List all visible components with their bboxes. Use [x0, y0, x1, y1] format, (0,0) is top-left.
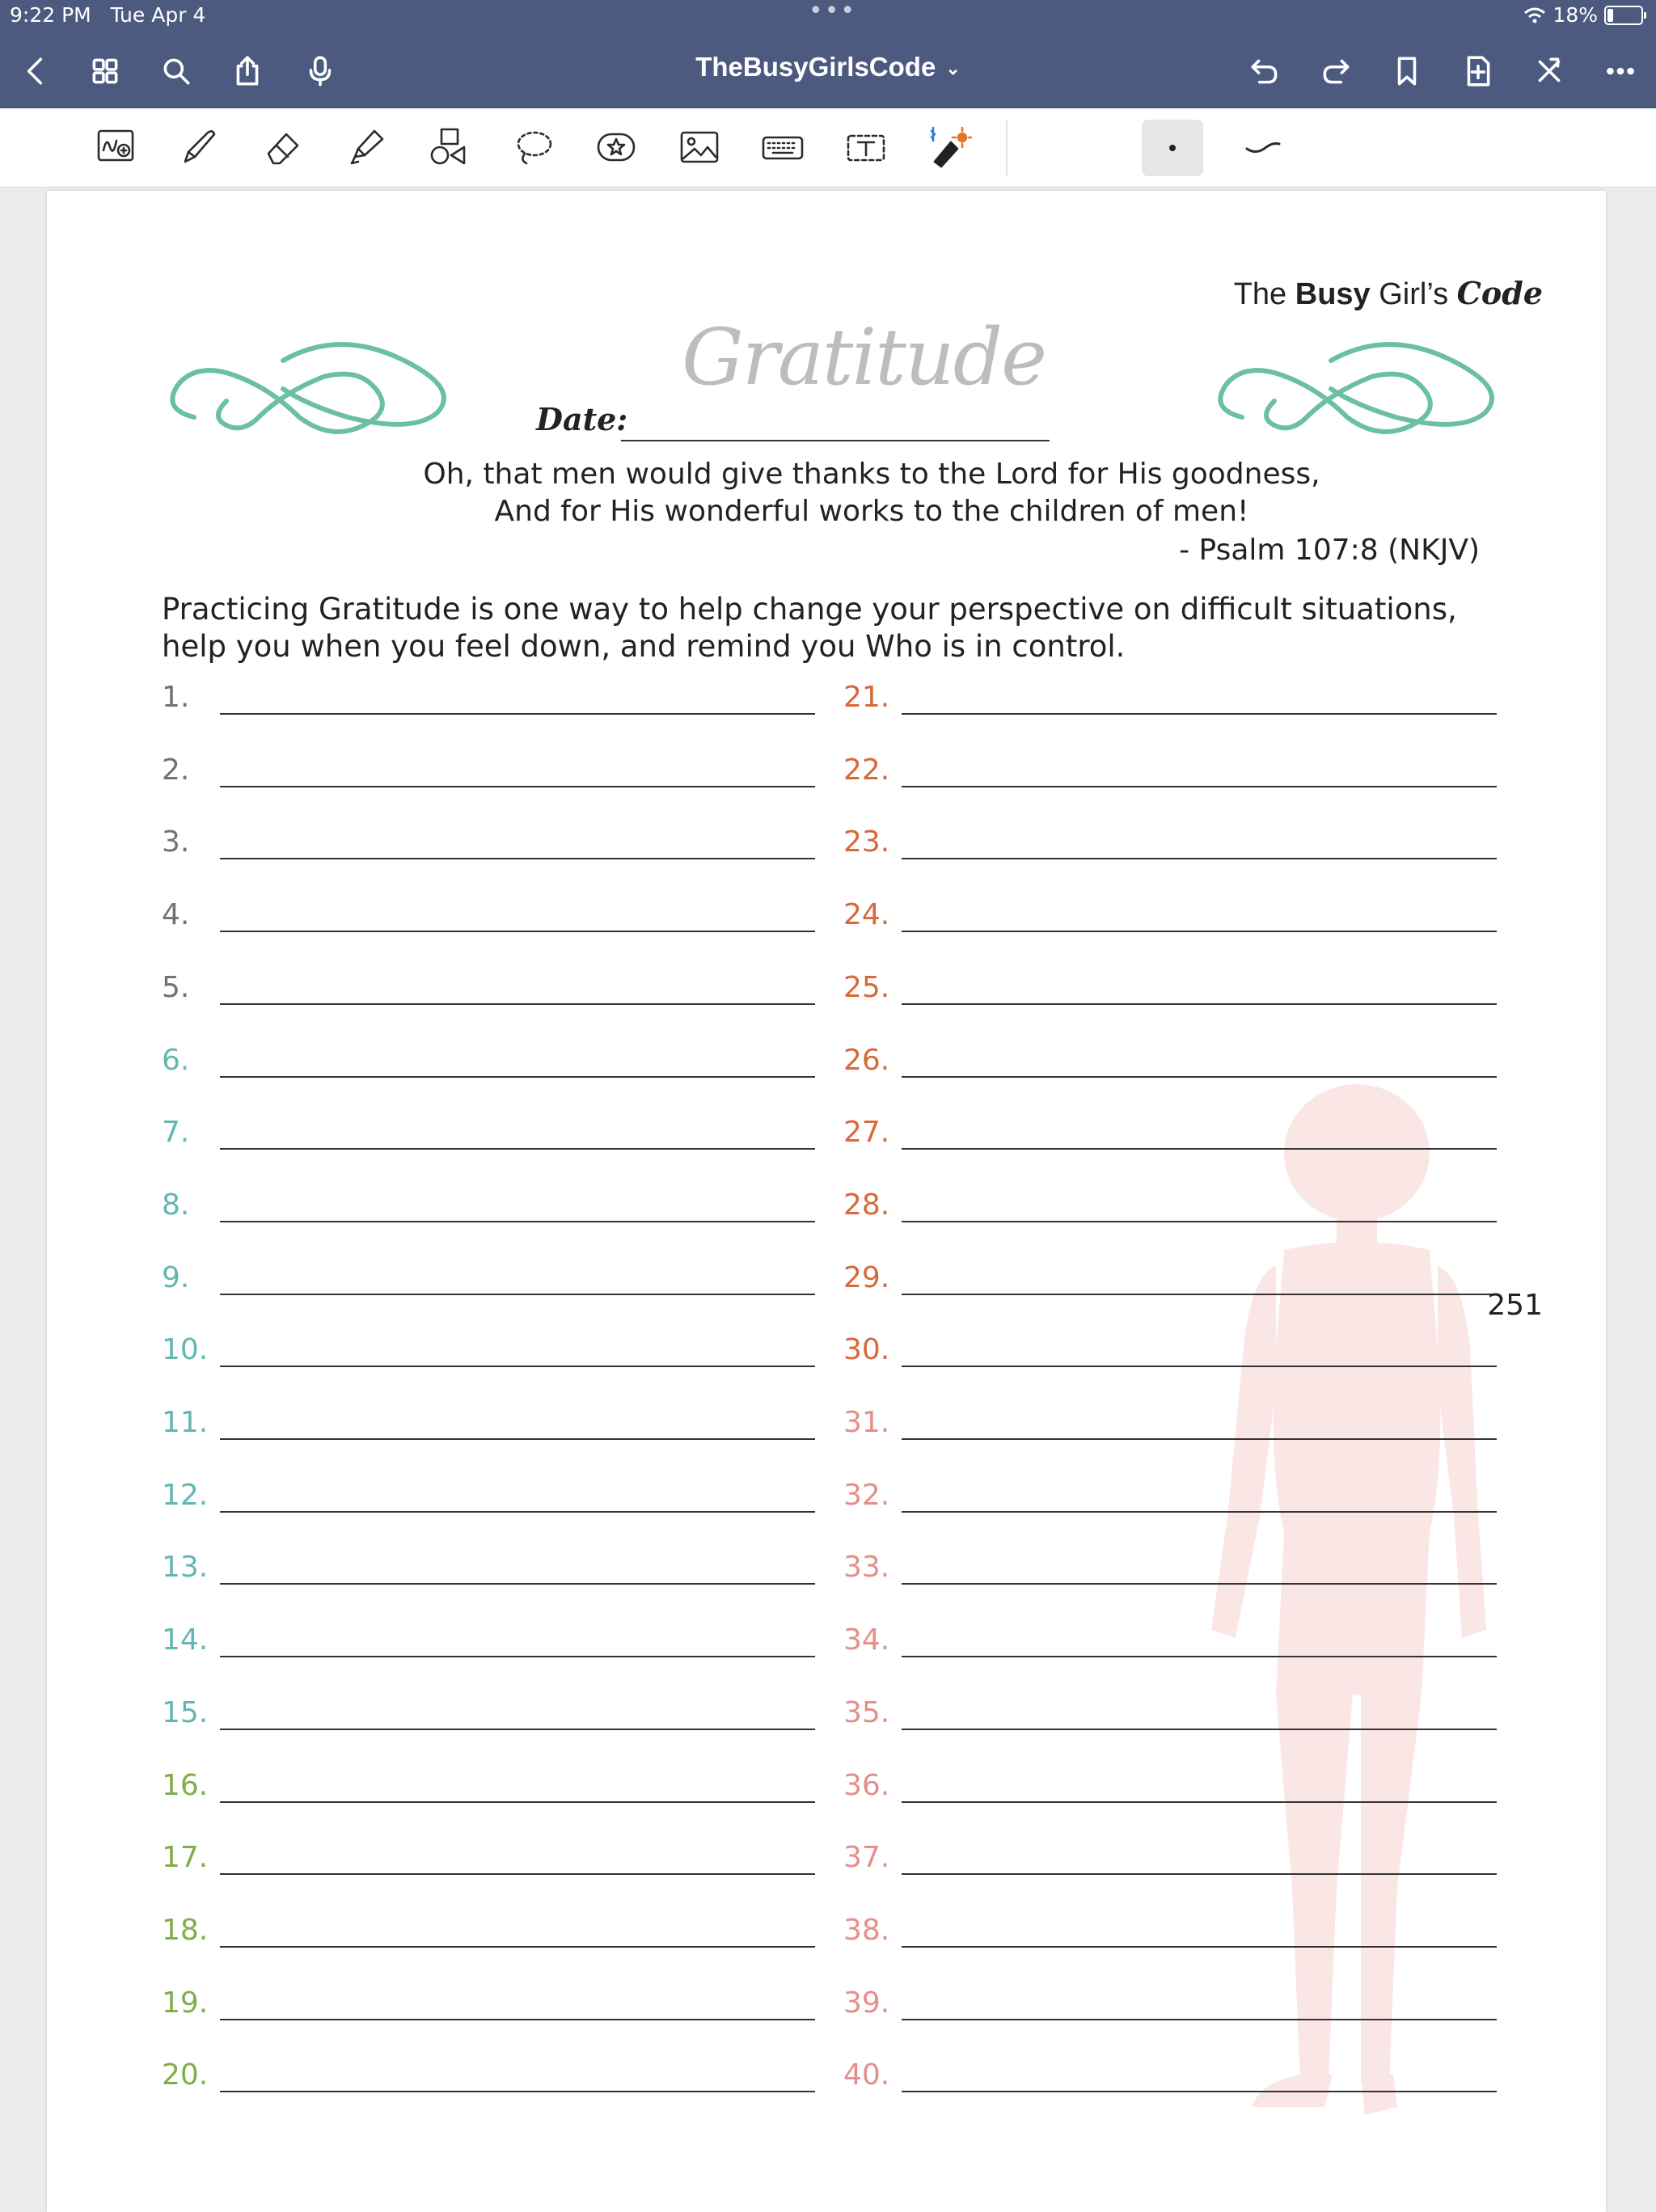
grid-icon[interactable]	[84, 50, 126, 92]
list-item-number: 1.	[162, 681, 190, 714]
verse-reference: - Psalm 107:8 (NKJV)	[1179, 534, 1480, 567]
document-nav-bar	[0, 34, 1656, 108]
list-item-number: 35.	[843, 1695, 890, 1729]
sticker-icon[interactable]	[590, 121, 642, 173]
list-item-write-line[interactable]	[902, 1438, 1497, 1440]
image-icon[interactable]	[674, 121, 725, 173]
list-item[interactable]	[162, 1914, 825, 1962]
list-item[interactable]	[162, 2058, 825, 2107]
list-item-write-line[interactable]	[902, 1366, 1497, 1367]
list-item[interactable]	[843, 1551, 1506, 1599]
undo-icon[interactable]	[1244, 50, 1286, 92]
list-item[interactable]	[162, 1841, 825, 1889]
list-item-number: 13.	[162, 1551, 209, 1585]
list-item-number: 23.	[843, 825, 890, 859]
list-item-number: 25.	[843, 970, 890, 1004]
laser-pointer-icon[interactable]	[923, 121, 975, 173]
list-item-number: 8.	[162, 1188, 190, 1222]
list-item-write-line[interactable]	[220, 931, 815, 932]
list-item-write-line[interactable]	[220, 713, 815, 715]
bookmark-icon[interactable]	[1386, 50, 1428, 92]
more-icon[interactable]	[1599, 50, 1641, 92]
list-item[interactable]	[162, 1769, 825, 1817]
notebook-page[interactable]	[47, 191, 1606, 2212]
keyboard-icon[interactable]	[757, 121, 809, 173]
list-item[interactable]	[843, 825, 1506, 874]
list-item-write-line[interactable]	[902, 1729, 1497, 1730]
list-item[interactable]	[843, 1696, 1506, 1745]
list-item-write-line[interactable]	[902, 1801, 1497, 1803]
list-item[interactable]	[843, 1261, 1506, 1310]
list-item-write-line[interactable]	[902, 1656, 1497, 1657]
list-item-write-line[interactable]	[902, 1148, 1497, 1150]
left-flourish-ornament	[162, 328, 461, 441]
list-item-number: 3.	[162, 825, 190, 859]
list-item[interactable]	[162, 1333, 825, 1382]
list-item-write-line[interactable]	[902, 1583, 1497, 1585]
list-item-write-line[interactable]	[220, 1511, 815, 1513]
list-item[interactable]	[162, 1623, 825, 1672]
list-item[interactable]	[162, 1116, 825, 1164]
list-item[interactable]	[162, 1479, 825, 1527]
list-item[interactable]	[162, 971, 825, 1019]
list-item-number: 26.	[843, 1043, 890, 1077]
list-item[interactable]	[162, 1551, 825, 1599]
list-item[interactable]	[162, 754, 825, 802]
list-item-number: 7.	[162, 1116, 190, 1150]
redo-icon[interactable]	[1315, 50, 1357, 92]
list-item[interactable]	[162, 825, 825, 874]
list-item-number: 9.	[162, 1260, 190, 1294]
list-item-number: 2.	[162, 753, 190, 787]
list-item-write-line[interactable]	[220, 1366, 815, 1367]
list-item-write-line[interactable]	[902, 931, 1497, 932]
list-item-number: 37.	[843, 1841, 890, 1875]
list-item[interactable]	[162, 1044, 825, 1092]
wifi-icon	[1523, 6, 1546, 24]
list-item-write-line[interactable]	[220, 1221, 815, 1222]
pen-size-dot-icon[interactable]	[1142, 120, 1203, 176]
list-item-write-line[interactable]	[220, 858, 815, 859]
list-item[interactable]	[162, 1406, 825, 1454]
toolbar-divider	[1006, 120, 1008, 176]
list-item-number: 27.	[843, 1116, 890, 1150]
woman-silhouette-illustration	[1195, 1080, 1519, 2131]
list-item-write-line[interactable]	[902, 1946, 1497, 1948]
list-item[interactable]	[843, 1044, 1506, 1092]
list-item-write-line[interactable]	[902, 713, 1497, 715]
annotation-toolbar	[0, 108, 1656, 188]
list-item-number: 10.	[162, 1333, 209, 1367]
page-number: 251	[1487, 1289, 1543, 1322]
list-item[interactable]	[843, 1914, 1506, 1962]
list-item-number: 29.	[843, 1260, 890, 1294]
list-item-write-line[interactable]	[220, 1873, 815, 1875]
list-item-number: 22.	[843, 753, 890, 787]
pen-icon[interactable]	[174, 121, 226, 173]
list-item-number: 33.	[843, 1551, 890, 1585]
list-item[interactable]	[162, 681, 825, 729]
list-item[interactable]	[843, 898, 1506, 947]
list-item-write-line[interactable]	[220, 1729, 815, 1730]
list-item-number: 20.	[162, 2058, 209, 2092]
shapes-icon[interactable]	[424, 121, 475, 173]
list-item-write-line[interactable]	[220, 1003, 815, 1005]
list-item-write-line[interactable]	[902, 786, 1497, 787]
list-item-write-line[interactable]	[902, 1003, 1497, 1005]
list-item-number: 15.	[162, 1695, 209, 1729]
add-page-icon[interactable]	[1457, 50, 1499, 92]
list-item-write-line[interactable]	[902, 1221, 1497, 1222]
list-item-number: 38.	[843, 1913, 890, 1947]
list-item-write-line[interactable]	[220, 1076, 815, 1078]
battery-percent: 18%	[1552, 3, 1598, 27]
list-item-write-line[interactable]	[902, 1873, 1497, 1875]
list-item-number: 12.	[162, 1478, 209, 1512]
lasso-icon[interactable]	[507, 121, 559, 173]
list-item[interactable]	[843, 1406, 1506, 1454]
list-item-write-line[interactable]	[220, 2091, 815, 2092]
list-item-number: 5.	[162, 970, 190, 1004]
list-item-write-line[interactable]	[902, 858, 1497, 859]
list-item[interactable]	[843, 1769, 1506, 1817]
list-item-write-line[interactable]	[902, 2019, 1497, 2020]
text-box-icon[interactable]	[840, 121, 892, 173]
list-item-number: 17.	[162, 1841, 209, 1875]
list-item[interactable]	[162, 1188, 825, 1237]
microphone-icon[interactable]	[299, 50, 341, 92]
list-item-number: 19.	[162, 1986, 209, 2020]
list-item-write-line[interactable]	[220, 1801, 815, 1803]
list-item-write-line[interactable]	[902, 1076, 1497, 1078]
intro-line-2: help you when you feel down, and remind you Who is in control.	[162, 629, 1126, 664]
list-item-write-line[interactable]	[220, 1656, 815, 1657]
list-item-write-line[interactable]	[220, 1946, 815, 1948]
list-item-write-line[interactable]	[220, 1148, 815, 1150]
list-item-number: 30.	[843, 1333, 890, 1367]
share-icon[interactable]	[226, 50, 268, 92]
list-item[interactable]	[843, 1116, 1506, 1164]
list-item[interactable]	[162, 898, 825, 947]
list-item-number: 16.	[162, 1768, 209, 1802]
list-item[interactable]	[162, 1696, 825, 1745]
chevron-down-icon: ⌄	[945, 58, 961, 79]
list-item[interactable]	[843, 2058, 1506, 2107]
list-item-number: 34.	[843, 1623, 890, 1657]
list-item[interactable]	[843, 1188, 1506, 1237]
battery-icon	[1604, 6, 1643, 25]
list-item-write-line[interactable]	[220, 1583, 815, 1585]
list-item-number: 14.	[162, 1623, 209, 1657]
list-item-number: 24.	[843, 898, 890, 932]
list-item-number: 21.	[843, 681, 890, 714]
verse-line-1: Oh, that men would give thanks to the Lord for His goodness,	[423, 458, 1320, 491]
status-time: 9:22 PM Tue Apr 4	[10, 3, 206, 27]
list-item-number: 31.	[843, 1406, 890, 1439]
close-icon[interactable]	[1528, 50, 1570, 92]
list-item-number: 39.	[843, 1986, 890, 2020]
list-item-number: 11.	[162, 1406, 209, 1439]
list-item[interactable]	[843, 1986, 1506, 2035]
document-title[interactable]: TheBusyGirlsCode ⌄	[695, 52, 961, 82]
intro-line-1: Practicing Gratitude is one way to help change your perspective on difficult situations,	[162, 592, 1457, 627]
list-item-write-line[interactable]	[902, 1294, 1497, 1295]
date-label: Date:	[536, 401, 628, 437]
status-date: Tue Apr 4	[110, 3, 206, 27]
list-item-number: 36.	[843, 1768, 890, 1802]
list-item-write-line[interactable]	[902, 1511, 1497, 1513]
stroke-style-icon[interactable]	[1237, 121, 1289, 173]
verse-line-2: And for His wonderful works to the children of men!	[494, 495, 1249, 528]
list-item[interactable]	[843, 1841, 1506, 1889]
list-item-number: 40.	[843, 2058, 890, 2092]
list-item[interactable]	[843, 1479, 1506, 1527]
search-icon[interactable]	[155, 50, 197, 92]
list-item[interactable]	[843, 1333, 1506, 1382]
list-item[interactable]	[843, 1623, 1506, 1672]
status-bar	[0, 0, 1656, 34]
brand-logo: The Busy Girl’s Code	[1233, 275, 1543, 311]
zoom-window-icon[interactable]	[91, 121, 142, 173]
list-item-write-line[interactable]	[220, 1438, 815, 1440]
list-item-number: 28.	[843, 1188, 890, 1222]
list-item[interactable]	[843, 681, 1506, 729]
list-item-number: 6.	[162, 1043, 190, 1077]
list-item[interactable]	[843, 754, 1506, 802]
right-flourish-ornament	[1210, 328, 1509, 441]
list-item-number: 4.	[162, 898, 190, 932]
list-item[interactable]	[162, 1986, 825, 2035]
back-icon[interactable]	[15, 50, 57, 92]
date-field-line[interactable]	[621, 440, 1050, 441]
battery-indicator	[1523, 3, 1643, 27]
list-item-write-line[interactable]	[220, 1294, 815, 1295]
list-item-number: 32.	[843, 1478, 890, 1512]
list-item-write-line[interactable]	[220, 786, 815, 787]
page-title: Gratitude	[682, 312, 1046, 403]
list-item-number: 18.	[162, 1913, 209, 1947]
list-item-write-line[interactable]	[902, 2091, 1497, 2092]
list-item-write-line[interactable]	[220, 2019, 815, 2020]
list-item[interactable]	[162, 1261, 825, 1310]
eraser-icon[interactable]	[257, 121, 309, 173]
multitask-dots-icon[interactable]: •••	[809, 0, 857, 25]
highlighter-icon[interactable]	[340, 121, 392, 173]
list-item[interactable]	[843, 971, 1506, 1019]
